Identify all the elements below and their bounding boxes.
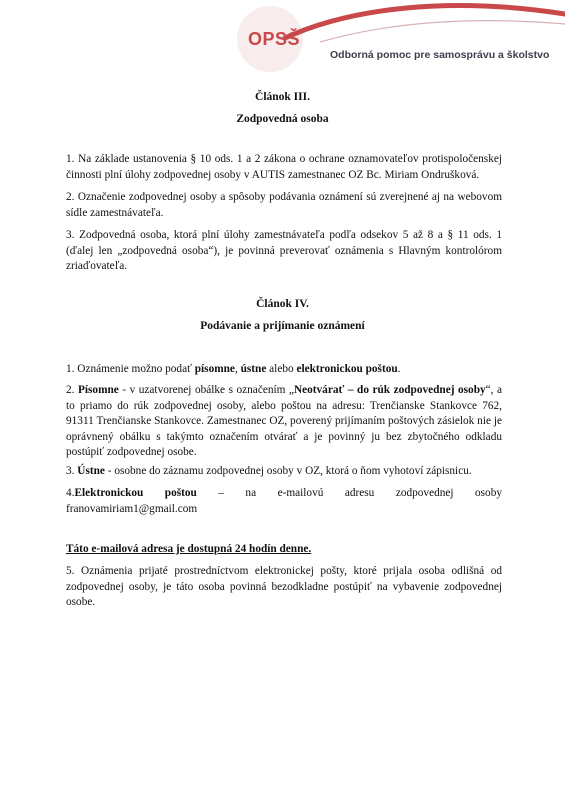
article3-paragraph-3: 3. Zodpovedná osoba, ktorá plní úlohy zamestnávateľa podľa odsekov 5 až 8 a § 11 ods. 1 (ďalej len „zodpovedná osoba“), je povinná preverovať oznámenia s Hlavným kontrolórom zriaďovateľa. — [66, 229, 502, 272]
article3-paragraph-1: 1. Na základe ustanovenia § 10 ods. 1 a 2 zákona o ochrane oznamovateľov protispoločenskej činnosti plní úlohy zodpovednej osoby v AUTIS zamestnanec OZ Bc. Miriam Ondrušková. — [66, 153, 502, 181]
email-availability-notice: Táto e-mailová adresa je dostupná 24 hodín denne. — [66, 543, 312, 555]
article4-title: Článok IV. — [256, 298, 309, 310]
article3-title: Článok III. — [255, 91, 310, 103]
swoosh-graphic — [280, 0, 565, 50]
bold-term: Elektronickou poštou — [74, 487, 197, 499]
article4-subtitle: Podávanie a prijímanie oznámení — [200, 320, 365, 332]
article4-paragraph-1: 1. Oznámenie možno podať písomne, ústne alebo elektronickou poštou. — [66, 363, 401, 375]
article4-paragraph-4: 4.Elektronickou poštou – na e-mailovú adresu zodpovednej osoby franovamiriam1@gmail.com — [66, 487, 503, 515]
bold-term: písomne — [194, 363, 235, 375]
article3-subtitle: Zodpovedná osoba — [236, 113, 329, 125]
bold-term: elektronickou poštou — [296, 363, 398, 375]
article4-paragraph-5: 5. Oznámenia prijaté prostredníctvom elektronickej pošty, ktoré prijala osoba odlišná od zodpovednej osoby, je táto osoba povinná bezodkladne postúpiť na vybavenie zodpovednej osobe. — [66, 565, 502, 608]
bold-term: Neotvárať – do rúk zodpovednej osoby — [293, 384, 486, 396]
article4-paragraph-2: 2. Písomne - v uzatvorenej obálke s označením „Neotvárať – do rúk zodpovednej osoby“, a to priamo do rúk zodpovednej osoby, alebo poštou na adresu: Trenčianske Stankovce 762, 91311 Trenčianske Stankovce. Zamestnanec OZ, poverený prijímaním poštových zásielok nie je oprávnený obálku s takýmto označením otvárať a je povinný ju bez zbytočného odkladu postúpiť zodpovednej osobe. — [66, 384, 502, 458]
article3-paragraph-2: 2. Označenie zodpovednej osoby a spôsoby podávania oznámení sú zverejnené aj na webovom sídle zamestnávateľa. — [66, 191, 502, 219]
logo-text: OPSŠ — [248, 29, 301, 49]
article4-paragraph-3: 3. Ústne - osobne do záznamu zodpovednej osoby v OZ, ktorá o ňom vyhotoví zápisnicu. — [66, 465, 472, 477]
page-header — [0, 0, 565, 75]
bold-term: Ústne — [77, 465, 105, 477]
bold-term: Písomne — [78, 384, 119, 396]
bold-term: ústne — [240, 363, 267, 375]
tagline: Odborná pomoc pre samosprávu a školstvo — [330, 49, 550, 61]
